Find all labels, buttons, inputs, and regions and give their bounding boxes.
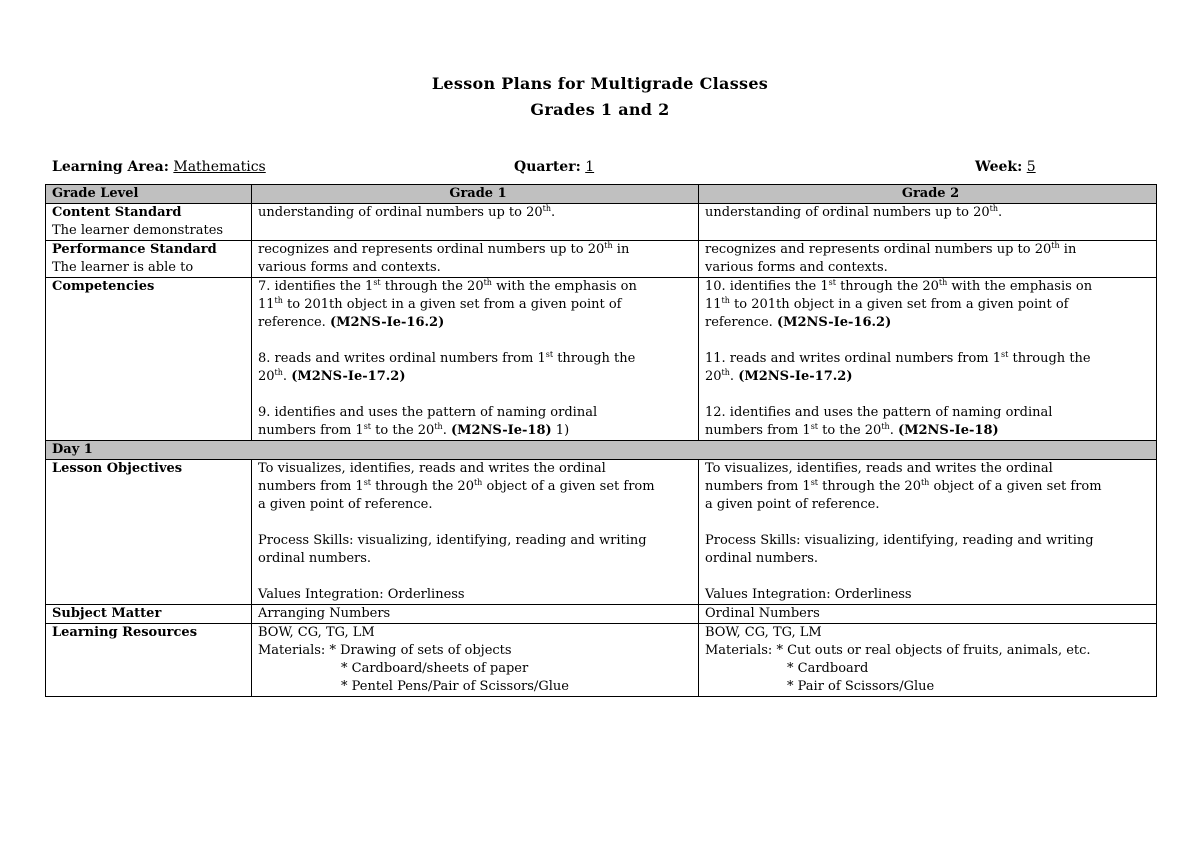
- week-label: Week:: [975, 159, 1023, 175]
- content-standard-sublabel: The learner demonstrates: [52, 223, 224, 238]
- lesson-objectives-label: Lesson Objectives: [46, 460, 252, 605]
- learning-area-value: Mathematics: [173, 159, 266, 175]
- performance-standard-grade-2: recognizes and represents ordinal numbers up to 20th in various forms and contexts.: [699, 241, 1157, 278]
- table-row: [46, 624, 1157, 697]
- header-grade-2: Grade 2: [699, 185, 1157, 204]
- day-row: [46, 441, 1157, 460]
- table-row: [46, 460, 1157, 605]
- lesson-objectives-grade-2: To visualizes, identifies, reads and writes the ordinal numbers from 1st through the 20th object of a given set from a given point of reference. Process Skills: visualizing, identifying, reading and writing ordinal numbers. Values Integration: Orderliness: [699, 460, 1157, 605]
- quarter: [514, 159, 594, 175]
- performance-standard-label: Performance Standard: [52, 242, 217, 257]
- competency-item: 7. identifies the 1st through the 20th with the emphasis on 11th to 201th object in a given set from a given point of reference. (M2NS-Ie-16.2): [258, 278, 637, 330]
- competency-item: 12. identifies and uses the pattern of naming ordinal numbers from 1st to the 20th. (M2NS-Ie-18): [705, 405, 1053, 438]
- content-standard-grade-2: understanding of ordinal numbers up to 20th.: [699, 204, 1157, 241]
- competencies-grade-2: [699, 278, 1157, 441]
- learning-resources-label: Learning Resources: [46, 624, 252, 697]
- subject-matter-grade-2: Ordinal Numbers: [699, 605, 1157, 624]
- table-row: [46, 204, 1157, 241]
- learning-area-label: Learning Area:: [52, 159, 169, 175]
- performance-standard-sublabel: The learner is able to: [52, 260, 194, 275]
- table-row: [46, 278, 1157, 441]
- subject-matter-label: Subject Matter: [46, 605, 252, 624]
- competency-item: 11. reads and writes ordinal numbers from 1st through the 20th. (M2NS-Ie-17.2): [705, 350, 1091, 384]
- table-header-row: [46, 185, 1157, 204]
- lesson-plan-table: [45, 184, 1157, 697]
- row-label-cell: [46, 204, 252, 241]
- competency-item: 10. identifies the 1st through the 20th with the emphasis on 11th to 201th object in a given set from a given point of reference. (M2NS-Ie-16.2): [705, 278, 1093, 330]
- document-title: Lesson Plans for Multigrade Classes: [431, 74, 769, 93]
- header-grade-1: Grade 1: [252, 185, 699, 204]
- row-label-cell: [46, 241, 252, 278]
- content-standard-grade-1: understanding of ordinal numbers up to 20th.: [252, 204, 699, 241]
- learning-area: [52, 159, 266, 175]
- week: [975, 159, 1036, 175]
- performance-standard-grade-1: recognizes and represents ordinal numbers up to 20th in various forms and contexts.: [252, 241, 699, 278]
- table-row: [46, 605, 1157, 624]
- competency-item: 8. reads and writes ordinal numbers from 1st through the 20th. (M2NS-Ie-17.2): [258, 350, 636, 384]
- quarter-label: Quarter:: [514, 159, 581, 175]
- subject-matter-grade-1: Arranging Numbers: [252, 605, 699, 624]
- learning-resources-grade-1: BOW, CG, TG, LM Materials: * Drawing of sets of objects * Cardboard/sheets of paper * Pentel Pens/Pair of Scissors/Glue: [252, 624, 699, 697]
- competency-item: 9. identifies and uses the pattern of naming ordinal numbers from 1st to the 20th. (M2NS-Ie-18) 1): [258, 405, 598, 438]
- quarter-value: 1: [585, 159, 595, 175]
- header-grade-level: Grade Level: [46, 185, 252, 204]
- table-row: [46, 241, 1157, 278]
- competencies-label: Competencies: [46, 278, 252, 441]
- content-standard-label: Content Standard: [52, 205, 182, 220]
- learning-resources-grade-2: BOW, CG, TG, LM Materials: * Cut outs or real objects of fruits, animals, etc. * Cardboard * Pair of Scissors/Glue: [699, 624, 1157, 697]
- document-subtitle: Grades 1 and 2: [530, 100, 670, 119]
- competencies-grade-1: [252, 278, 699, 441]
- week-value: 5: [1026, 159, 1036, 175]
- day-label: Day 1: [46, 441, 1157, 460]
- lesson-objectives-grade-1: To visualizes, identifies, reads and writes the ordinal numbers from 1st through the 20th object of a given set from a given point of reference. Process Skills: visualizing, identifying, reading and writing ordinal numbers. Values Integration: Orderliness: [252, 460, 699, 605]
